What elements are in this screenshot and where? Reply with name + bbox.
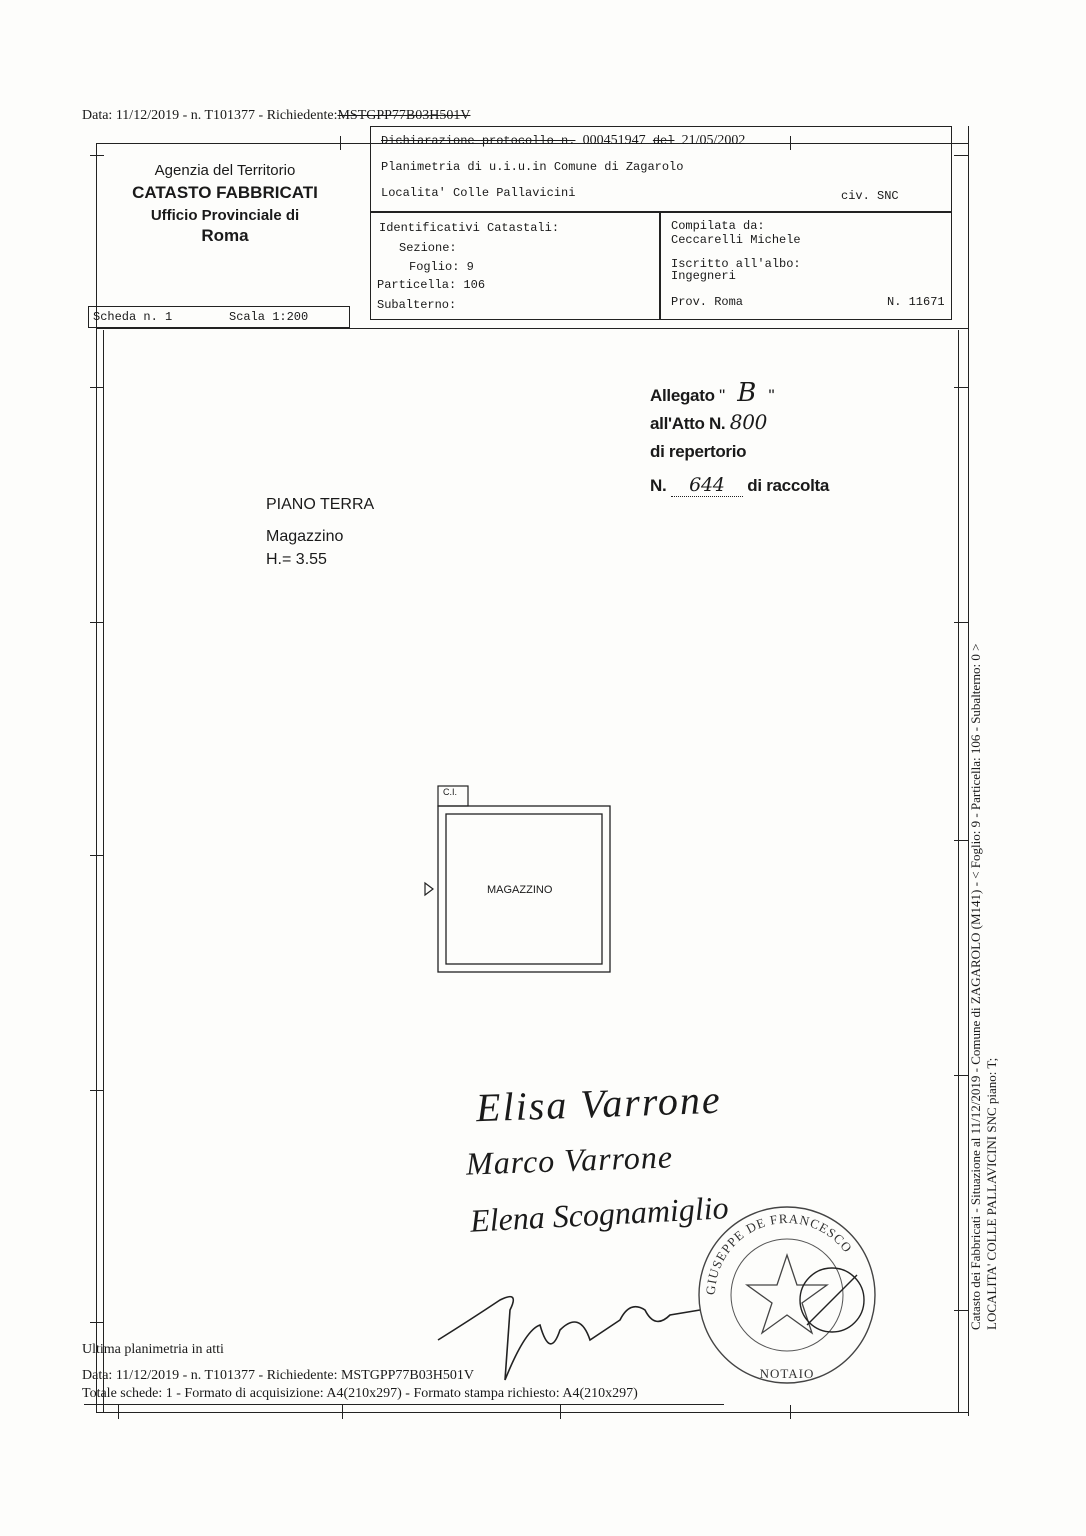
tick xyxy=(954,1075,968,1076)
tick xyxy=(90,1322,104,1323)
use-label: Magazzino xyxy=(266,528,344,545)
compiler-province: Prov. Roma xyxy=(671,295,744,309)
tick xyxy=(342,1405,343,1419)
signature-3: Elena Scognamiglio xyxy=(469,1189,730,1239)
annex-repertorio: di repertorio xyxy=(650,442,747,461)
footer-totals-line: Totale schede: 1 - Formato di acquisizione: A4(210x297) - Formato stampa richiesto: A4(210x297) xyxy=(82,1386,638,1401)
identifiers-box xyxy=(370,212,660,320)
annex-atto xyxy=(650,410,829,442)
planimetry-line: Planimetria di u.i.u.in Comune di Zagarolo xyxy=(381,160,684,174)
agency-catasto: CATASTO FABBRICATI xyxy=(132,183,318,202)
tick xyxy=(90,1090,104,1091)
tick xyxy=(340,136,341,150)
identifiers-foglio: Foglio: 9 xyxy=(409,260,474,274)
footer-data-line: Data: 11/12/2019 - n. T101377 - Richiedente: MSTGPP77B03H501V xyxy=(82,1368,474,1383)
footer-underline xyxy=(84,1404,724,1405)
frame-bottom xyxy=(96,1412,968,1413)
annex-atto-label: all'Atto N. xyxy=(650,414,726,433)
identifiers-sezione: Sezione: xyxy=(399,241,457,255)
civic-number: civ. SNC xyxy=(841,189,899,203)
agency-block xyxy=(110,162,340,246)
inner-right xyxy=(958,330,959,1412)
protocol-line xyxy=(381,133,745,149)
notary-seal xyxy=(692,1200,882,1390)
declaration-box xyxy=(370,126,952,212)
annex-allegato-value: B xyxy=(737,378,757,408)
agency-name: Agenzia del Territorio xyxy=(154,162,296,179)
side-text-line1: Catasto dei Fabbricati - Situazione al 11/12/2019 - Comune di ZAGAROLO (M141) - < Foglio: 9 - Particella: 106 - Subalterno: 0 > xyxy=(968,643,983,1330)
header-code: MSTGPP77B03H501V xyxy=(337,108,471,123)
identifiers-particella: Particella: 106 xyxy=(377,278,486,292)
tick xyxy=(790,1405,791,1419)
protocol-date: 21/05/2002 xyxy=(681,133,746,148)
compiler-number: N. 11671 xyxy=(887,295,945,309)
notary-signature xyxy=(430,1270,730,1390)
agency-city: Roma xyxy=(201,226,249,245)
locality-line: Localita' Colle Pallavicini xyxy=(381,186,576,200)
frame-left xyxy=(96,143,97,1413)
tick xyxy=(90,155,104,156)
register-label: Iscritto all'albo: xyxy=(671,257,801,271)
tick xyxy=(90,387,104,388)
header-prefix: Data: 11/12/2019 - n. T101377 - Richiedente: xyxy=(82,108,338,123)
annex-n-label: N. xyxy=(650,476,667,495)
tick xyxy=(560,1405,561,1419)
annex-atto-value: 800 xyxy=(729,410,768,434)
compiler-box xyxy=(660,212,952,320)
register-value: Ingegneri xyxy=(671,269,736,283)
compiler-name: Ceccarelli Michele xyxy=(671,233,801,247)
side-text xyxy=(968,490,1000,1330)
identifiers-title: Identificativi Catastali: xyxy=(379,221,560,235)
height-label: H.= 3.55 xyxy=(266,551,327,568)
annex-raccolta: di raccolta xyxy=(747,476,830,495)
footer-last-plan: Ultima planimetria in atti xyxy=(82,1342,224,1357)
star-icon xyxy=(747,1255,827,1333)
tick xyxy=(90,622,104,623)
entrance-arrow-icon xyxy=(425,883,433,895)
tick xyxy=(954,387,968,388)
signature-2: Marco Varrone xyxy=(465,1138,674,1182)
tick xyxy=(954,840,968,841)
protocol-date-label: del xyxy=(652,134,675,148)
annex-block xyxy=(650,378,829,497)
tick xyxy=(90,855,104,856)
floor-label: PIANO TERRA xyxy=(266,496,375,513)
annex-raccolta-line xyxy=(650,474,829,497)
tick xyxy=(954,155,968,156)
protocol-number: 000451947 xyxy=(582,133,646,148)
annex-allegato: Allegato " B " xyxy=(650,378,775,408)
protocol-label: Dichiarazione protocollo n. xyxy=(381,134,576,148)
tick xyxy=(118,1405,119,1419)
annex-allegato-label: Allegato xyxy=(650,386,715,405)
sheet-box xyxy=(88,306,350,328)
seal-label-text: NOTAIO xyxy=(759,1366,815,1381)
floor-plan-drawing xyxy=(420,780,620,980)
tick xyxy=(954,622,968,623)
compiler-label: Compilata da: xyxy=(671,219,765,233)
inner-left xyxy=(103,330,104,1412)
tick xyxy=(954,1310,968,1311)
side-text-line2: LOCALITA' COLLE PALLAVICINI SNC piano: T; xyxy=(984,1057,999,1330)
ci-label: C.I. xyxy=(443,787,458,797)
sheet-number: Scheda n. 1 xyxy=(93,310,173,324)
sheet-scale: Scala 1:200 xyxy=(229,310,309,324)
frame-header-divider xyxy=(96,328,968,329)
header-line xyxy=(82,108,470,124)
agency-office: Ufficio Provinciale di xyxy=(150,207,300,224)
signature-1: Elisa Varrone xyxy=(475,1076,723,1131)
identifiers-subalterno: Subalterno: xyxy=(377,298,457,312)
room-label: MAGAZZINO xyxy=(487,884,553,896)
seal-name-text: GIUSEPPE DE FRANCESCO xyxy=(702,1210,856,1296)
annex-n-value: 644 xyxy=(671,474,743,497)
